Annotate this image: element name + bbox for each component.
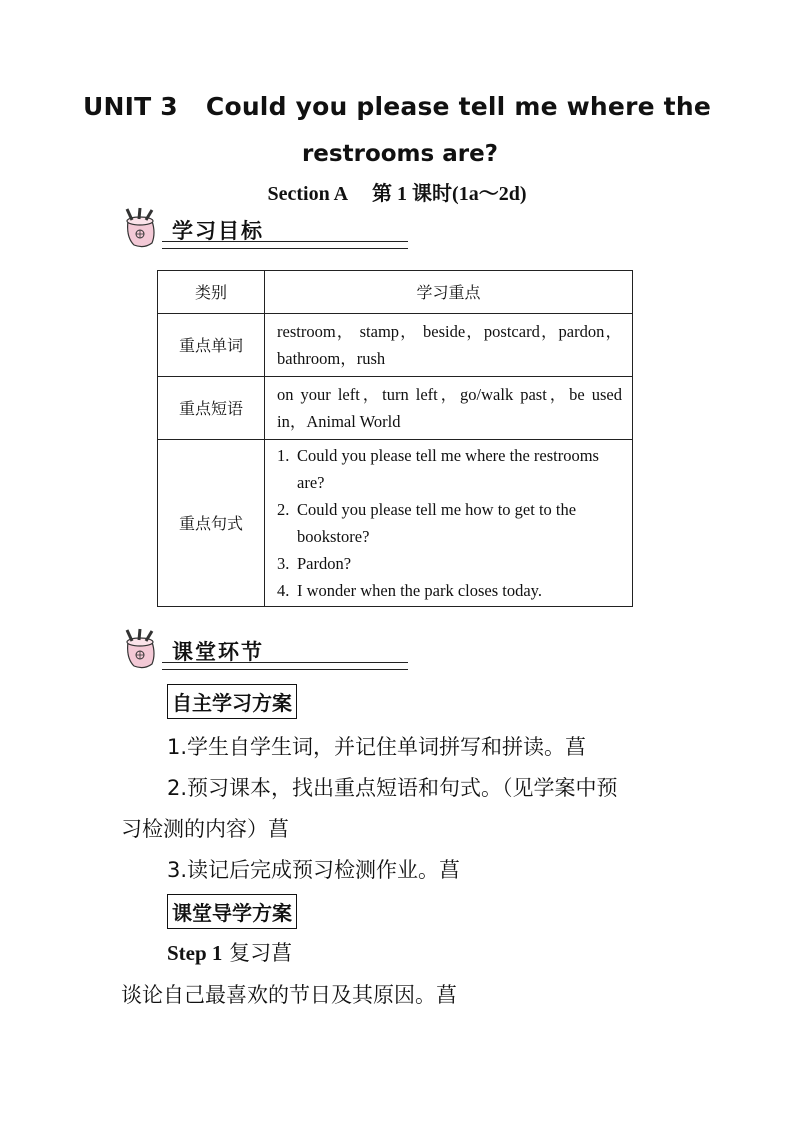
column-header-focus: 学习重点 xyxy=(265,271,633,314)
guided-study-title: 课堂导学方案 xyxy=(167,894,297,929)
sentence-text: Could you please tell me where the restrooms are? xyxy=(297,446,599,492)
subtitle xyxy=(0,177,794,206)
sentence-item xyxy=(277,496,624,550)
row-category: 重点短语 xyxy=(158,377,265,440)
table-header-row xyxy=(158,271,633,314)
unit-label: UNIT 3 xyxy=(83,92,178,121)
sentence-item xyxy=(277,577,624,604)
self-study-item-3: 3.读记后完成预习检测作业。菖 xyxy=(167,858,461,882)
sentence-text: I wonder when the park closes today. xyxy=(297,581,542,600)
sentence-number: 1. xyxy=(277,446,290,465)
sentence-text: Pardon? xyxy=(297,554,352,573)
row-category: 重点单词 xyxy=(158,314,265,377)
table-row xyxy=(158,314,633,377)
sentence-item xyxy=(277,550,624,577)
row-category: 重点句式 xyxy=(158,440,265,607)
sentence-number: 3. xyxy=(277,554,290,573)
step-1-line xyxy=(167,937,292,967)
guided-study-body: 谈论自己最喜欢的节日及其原因。菖 xyxy=(121,983,457,1007)
title-line-2: restrooms are? xyxy=(301,141,499,167)
sentence-number: 2. xyxy=(277,500,290,519)
sentence-number: 4. xyxy=(277,581,290,600)
table-row xyxy=(158,440,633,607)
section-label: Section A xyxy=(267,183,349,205)
class-section-header xyxy=(118,628,298,670)
title-line-1: Could you please tell me where the xyxy=(205,92,711,121)
lesson-label: 第 1 课时(1a～2d) xyxy=(372,183,527,205)
self-study-item-2: 2.预习课本，找出重点短语和句式。（见学案中预 xyxy=(167,776,618,800)
self-study-title: 自主学习方案 xyxy=(167,684,297,719)
goals-section-header xyxy=(118,207,298,249)
header-underline xyxy=(162,241,408,249)
row-content: on your left，turn left，go/walk past，be used in，Animal World xyxy=(265,377,633,440)
row-content: restroom， stamp， beside，postcard，pardon，bathroom，rush xyxy=(265,314,633,377)
sentence-list xyxy=(265,440,633,607)
table-row xyxy=(158,377,633,440)
learning-goals-table xyxy=(157,270,633,607)
sentence-item xyxy=(277,442,624,496)
header-underline xyxy=(162,662,408,670)
step-label: Step 1 xyxy=(167,941,223,965)
self-study-item-1: 1.学生自学生词，并记住单词拼写和拼读。菖 xyxy=(167,735,587,759)
pencil-cup-icon xyxy=(118,628,162,670)
pencil-cup-icon xyxy=(118,207,162,249)
page-title xyxy=(0,92,794,121)
class-header-label: 课堂环节 xyxy=(172,640,264,664)
step-text: 复习菖 xyxy=(229,941,293,965)
sentence-text: Could you please tell me how to get to the bookstore? xyxy=(297,500,577,546)
self-study-item-2-cont: 习检测的内容）菖 xyxy=(121,817,289,841)
goals-header-label: 学习目标 xyxy=(172,219,264,243)
column-header-category: 类别 xyxy=(158,271,265,314)
